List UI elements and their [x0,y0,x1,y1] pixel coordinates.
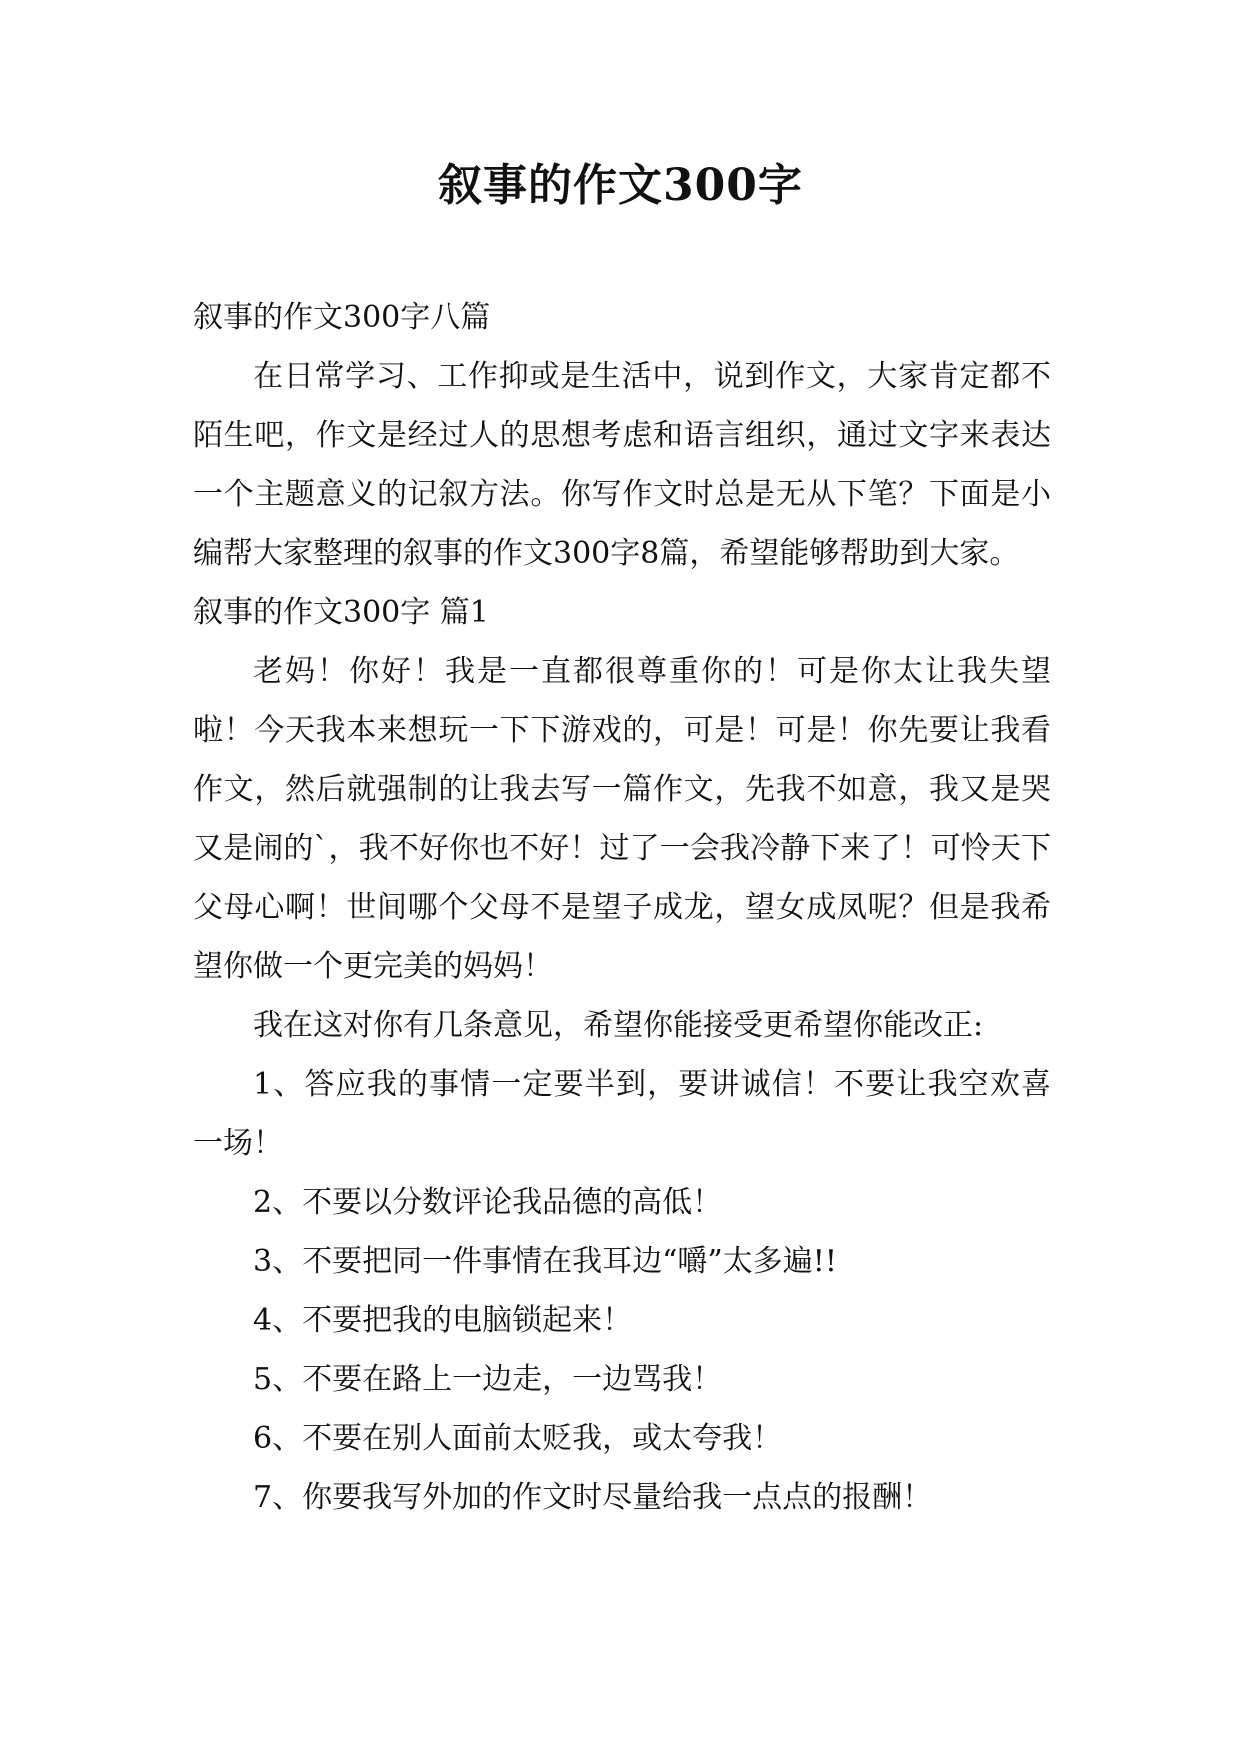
document-subtitle: 叙事的作文300字八篇 [193,300,491,335]
document-title: 叙事的作文300字 [438,160,803,211]
document-body [193,288,1051,1527]
body-paragraph: 我在这对你有几条意见，希望你能接受更希望你能改正: [253,1008,984,1043]
section-heading: 叙事的作文300字 篇1 [193,595,489,630]
body-paragraph: 老妈！你好！我是一直都很尊重你的！可是你太让我失望啦！今天我本来想玩一下下游戏的，可是！可是！你先要让我看作文，然后就强制的让我去写一篇作文，先我不如意，我又是哭又是闹的`，我不好你也不好！过了一会我冷静下来了！可怜天下父母心啊！世间哪个父母不是望子成龙，望女成凤呢？但是我希望你做一个更完美的妈妈！ [193,654,1051,984]
list-item: 5、不要在路上一边走，一边骂我！ [253,1362,723,1397]
list-item: 7、你要我写外加的作文时尽量给我一点点的报酬！ [253,1480,933,1515]
list-item: 2、不要以分数评论我品德的高低！ [253,1185,723,1220]
list-item: 6、不要在别人面前太贬我，或太夸我！ [253,1421,783,1456]
list-item: 4、不要把我的电脑锁起来！ [253,1303,633,1338]
intro-paragraph: 在日常学习、工作抑或是生活中，说到作文，大家肯定都不陌生吧，作文是经过人的思想考虑和语言组织，通过文字来表达一个主题意义的记叙方法。你写作文时总是无从下笔？下面是小编帮大家整理的叙事的作文300字8篇，希望能够帮助到大家。 [193,359,1051,571]
list-item: 1、答应我的事情一定要半到，要讲诚信！不要让我空欢喜一场！ [193,1067,1051,1161]
list-item: 3、不要把同一件事情在我耳边“嚼”太多遍!! [253,1244,837,1279]
